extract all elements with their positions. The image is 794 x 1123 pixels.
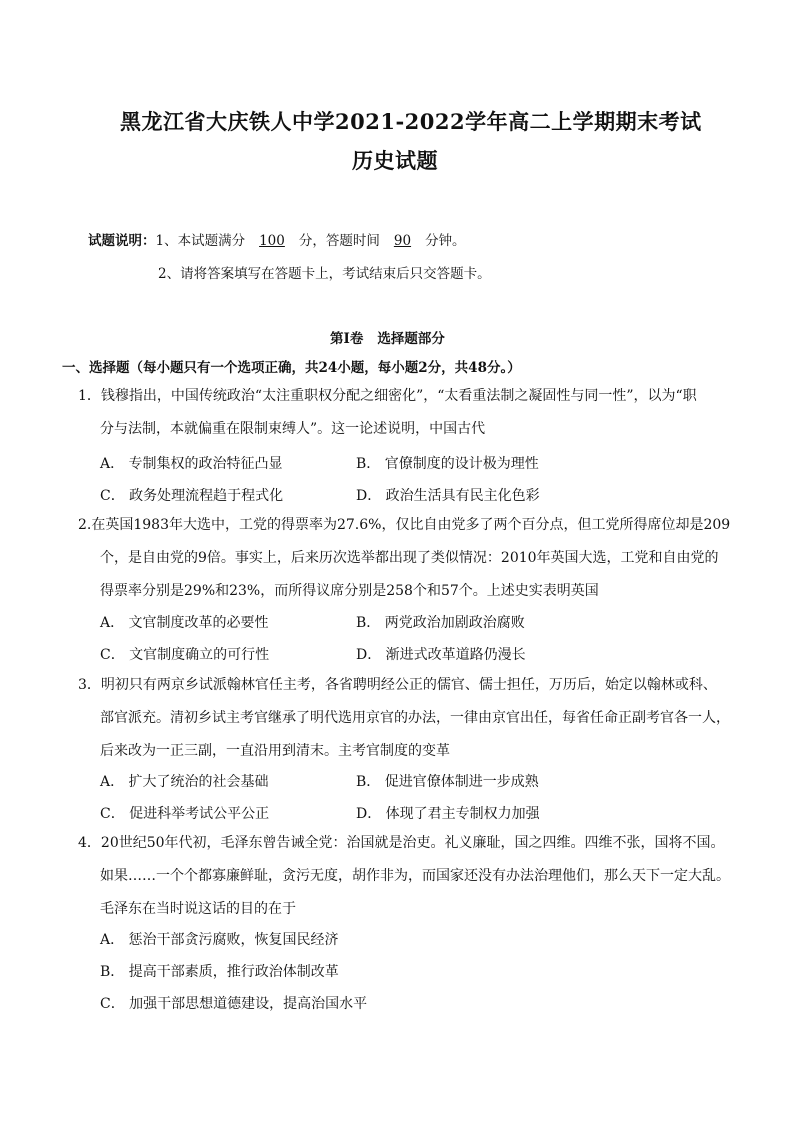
question-2-option-a: A． 文官制度改革的必要性	[100, 615, 269, 631]
question-1-line-1: 1．钱穆指出，中国传统政治“太注重职权分配之细密化”，“太看重法制之凝固性与同一性”，以为“职	[78, 388, 697, 404]
question-1-option-b: B． 官僚制度的设计极为理性	[356, 456, 539, 472]
question-2-line-1: 2.在英国1983年大选中，工党的得票率为27.6%，仅比自由党多了两个百分点，但工党所得席位却是209	[78, 517, 731, 533]
question-4-option-c: C． 加强干部思想道德建设，提高治国水平	[100, 996, 368, 1012]
question-3-option-a: A． 扩大了统治的社会基础	[100, 774, 269, 790]
question-1-option-c: C． 政务处理流程趋于程式化	[100, 488, 284, 504]
question-4-line-1: 4．20世纪50年代初，毛泽东曾告诫全党：治国就是治吏。礼义廉耻，国之四维。四维不张，国将不国。	[78, 835, 725, 851]
question-3-option-b: B． 促进官僚体制进一步成熟	[356, 774, 539, 790]
instructions-line-2: 2、请将答案填写在答题卡上，考试结束后只交答题卡。	[158, 266, 491, 282]
question-4-option-a: A． 惩治干部贪污腐败，恢复国民经济	[100, 932, 339, 948]
score-value: 100	[259, 233, 285, 249]
part-title: 第Ⅰ卷 选择题部分	[330, 331, 445, 347]
instructions-label: 试题说明：	[88, 233, 156, 249]
question-1-line-2: 分与法制，本就偏重在限制束缚人”。这一论述说明，中国古代	[100, 421, 486, 437]
question-1-option-d: D． 政治生活具有民主化色彩	[356, 488, 540, 504]
section-header: 一、选择题（每小题只有一个选项正确，共24小题，每小题2分，共48分。）	[62, 360, 521, 376]
exam-title: 黑龙江省大庆铁人中学2021-2022学年高二上学期期末考试	[120, 109, 702, 134]
question-3-line-3: 后来改为一正三副，一直沿用到清末。主考官制度的变革	[100, 743, 450, 759]
question-2-option-b: B． 两党政治加剧政治腐败	[356, 615, 525, 631]
question-1-option-a: A． 专制集权的政治特征凸显	[100, 456, 283, 472]
question-4-line-2: 如果……一个个都寡廉鲜耻，贪污无度，胡作非为，而国家还没有办法治理他们，那么天下一定大乱。	[100, 868, 730, 884]
instructions-line-1: 试题说明：1、本试题满分 100 分，答题时间 90 分钟。	[88, 233, 466, 249]
question-4-option-b: B． 提高干部素质，推行政治体制改革	[100, 964, 339, 980]
question-3-line-1: 3．明初只有两京乡试派翰林官任主考，各省聘明经公正的儒官、儒士担任，万历后，始定以翰林或科、	[78, 677, 717, 693]
question-2-option-d: D． 渐进式改革道路仍漫长	[356, 647, 526, 663]
time-value: 90	[393, 233, 412, 249]
question-2-line-2: 个，是自由党的9倍。事实上，后来历次选举都出现了类似情况：2010年英国大选，工党和自由党的	[100, 550, 719, 566]
question-3-option-c: C． 促进科举考试公平公正	[100, 806, 270, 822]
question-2-line-3: 得票率分别是29%和23%，而所得议席分别是258个和57个。上述史实表明英国	[100, 583, 599, 599]
question-4-line-3: 毛泽东在当时说这话的目的在于	[100, 901, 296, 917]
question-3-option-d: D． 体现了君主专制权力加强	[356, 806, 540, 822]
exam-subject: 历史试题	[352, 148, 438, 173]
question-2-option-c: C． 文官制度确立的可行性	[100, 647, 270, 663]
question-3-line-2: 部官派充。清初乡试主考官继承了明代选用京官的办法，一律由京官出任，每省任命正副考官各一人，	[100, 710, 730, 726]
